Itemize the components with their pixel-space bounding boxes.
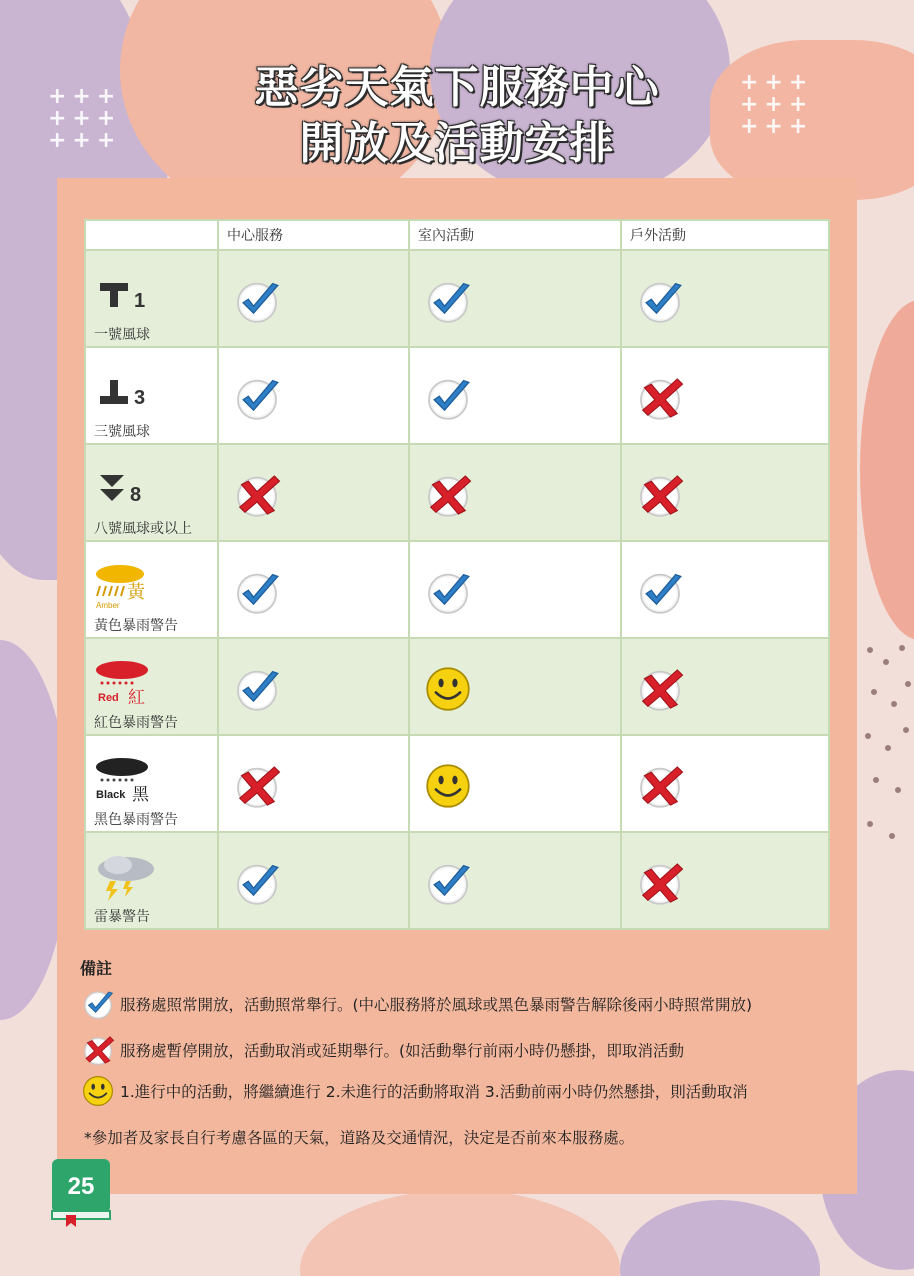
cross-icon	[634, 857, 686, 909]
typhoon-signal-1-icon	[94, 273, 164, 319]
signal-label: 黑色暴雨警告	[94, 812, 178, 828]
outdoor-activity-cell	[621, 541, 829, 638]
header-center-service: 中心服務	[218, 220, 409, 250]
signal-number: 8	[130, 484, 142, 506]
outdoor-activity-cell	[621, 250, 829, 347]
signal-zh: 黑	[132, 785, 149, 804]
signal-label: 雷暴警告	[94, 909, 150, 925]
center-service-cell	[218, 832, 409, 929]
signal-label: 黃色暴雨警告	[94, 618, 178, 634]
amber-rainstorm-icon	[94, 564, 164, 610]
signal-cell	[85, 638, 218, 735]
check-icon	[231, 275, 283, 327]
outdoor-activity-cell	[621, 832, 829, 929]
note-footnote-text: *參加者及家長自行考慮各區的天氣，道路及交通情況，決定是否前來本服務處。	[84, 1129, 635, 1147]
weather-arrangement-table	[84, 219, 830, 930]
bg-shape	[620, 1200, 820, 1276]
signal-number: 3	[134, 387, 146, 409]
black-rainstorm-icon	[94, 758, 164, 804]
plus-pattern: +++ +++ +++	[740, 70, 814, 139]
outdoor-activity-cell	[621, 735, 829, 832]
check-icon	[231, 372, 283, 424]
center-service-cell	[218, 541, 409, 638]
table-row	[85, 444, 829, 541]
note-check-text: 服務處照常開放，活動照常舉行。(中心服務將於風球或黑色暴雨警告解除後兩小時照常開放)	[120, 996, 753, 1014]
table-row	[85, 250, 829, 347]
center-service-cell	[218, 444, 409, 541]
typhoon-signal-8-icon	[94, 467, 164, 513]
signal-label: 八號風球或以上	[94, 521, 192, 537]
signal-zh: 紅	[128, 688, 145, 707]
header-indoor-activity: 室內活動	[409, 220, 621, 250]
indoor-activity-cell	[409, 735, 621, 832]
note-cross-text: 服務處暫停開放，活動取消或延期舉行。(如活動舉行前兩小時仍懸掛，即取消活動	[120, 1042, 685, 1060]
plus-pattern: +++ +++ +++	[48, 84, 122, 153]
indoor-activity-cell	[409, 250, 621, 347]
page-number: 25	[67, 1173, 95, 1200]
note-smiley-text: 1.進行中的活動，將繼續進行 2.未進行的活動將取消 3.活動前兩小時仍然懸掛，則活動取消	[120, 1083, 748, 1101]
center-service-cell	[218, 347, 409, 444]
indoor-activity-cell	[409, 638, 621, 735]
outdoor-activity-cell	[621, 638, 829, 735]
bg-shape	[860, 300, 914, 640]
signal-zh: 黃	[127, 582, 145, 603]
center-service-cell	[218, 250, 409, 347]
indoor-activity-cell	[409, 444, 621, 541]
page-number-badge	[50, 1157, 112, 1227]
header-cell-empty	[85, 220, 218, 250]
check-icon	[422, 372, 474, 424]
check-icon	[231, 663, 283, 715]
check-icon	[231, 857, 283, 909]
indoor-activity-cell	[409, 347, 621, 444]
check-icon	[80, 986, 116, 1022]
signal-cell	[85, 541, 218, 638]
outdoor-activity-cell	[621, 444, 829, 541]
typhoon-signal-3-icon	[94, 370, 164, 416]
page-title	[0, 60, 914, 172]
table-row	[85, 347, 829, 444]
cross-icon	[231, 760, 283, 812]
cross-icon	[634, 469, 686, 521]
notes-title: 備註	[80, 959, 113, 978]
signal-cell	[85, 347, 218, 444]
check-icon	[634, 566, 686, 618]
thunderstorm-icon	[94, 855, 164, 901]
table-row	[85, 541, 829, 638]
table-row	[85, 735, 829, 832]
smiley-icon	[422, 663, 474, 715]
indoor-activity-cell	[409, 832, 621, 929]
smiley-icon	[80, 1073, 116, 1109]
cross-icon	[634, 760, 686, 812]
signal-cell	[85, 735, 218, 832]
center-service-cell	[218, 638, 409, 735]
signal-en: Red	[98, 692, 119, 704]
red-rainstorm-icon	[94, 661, 164, 707]
signal-en: Amber	[96, 601, 120, 610]
check-icon	[422, 857, 474, 909]
cross-icon	[231, 469, 283, 521]
signal-label: 紅色暴雨警告	[94, 715, 178, 731]
cross-icon	[422, 469, 474, 521]
bookmark-icon	[66, 1215, 76, 1227]
table-header-row	[85, 220, 829, 250]
note-check	[80, 986, 752, 1022]
signal-cell	[85, 832, 218, 929]
signal-cell	[85, 444, 218, 541]
cross-icon	[634, 663, 686, 715]
smiley-icon	[422, 760, 474, 812]
center-service-cell	[218, 735, 409, 832]
cross-icon	[80, 1032, 116, 1068]
signal-label: 一號風球	[94, 327, 150, 343]
cross-icon	[634, 372, 686, 424]
check-icon	[422, 566, 474, 618]
check-icon	[634, 275, 686, 327]
outdoor-activity-cell	[621, 347, 829, 444]
note-smiley	[80, 1073, 748, 1109]
table-row	[85, 832, 829, 929]
title-line-1: 惡劣天氣下服務中心	[254, 62, 660, 113]
table-row	[85, 638, 829, 735]
header-outdoor-activity: 戶外活動	[621, 220, 829, 250]
note-footnote	[84, 1126, 634, 1148]
title-line-2: 開放及活動安排	[299, 118, 615, 169]
signal-cell	[85, 250, 218, 347]
signal-label: 三號風球	[94, 424, 150, 440]
signal-en: Black	[96, 789, 126, 801]
note-cross	[80, 1032, 684, 1068]
book-pages-shape	[52, 1211, 110, 1219]
check-icon	[422, 275, 474, 327]
dots-pattern	[862, 640, 914, 860]
check-icon	[231, 566, 283, 618]
bg-shape	[300, 1190, 620, 1276]
indoor-activity-cell	[409, 541, 621, 638]
signal-number: 1	[134, 290, 146, 312]
